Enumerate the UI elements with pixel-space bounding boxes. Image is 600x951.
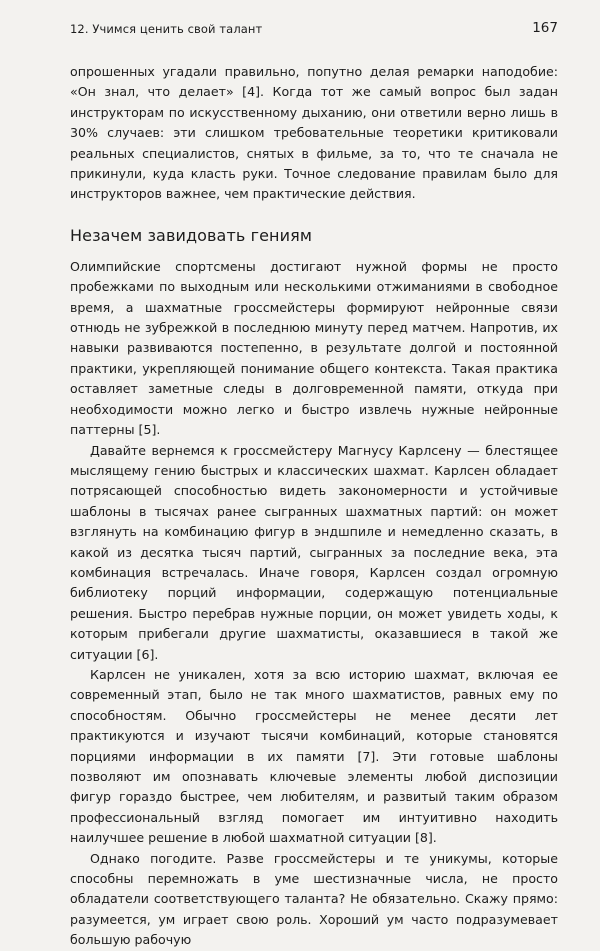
paragraph-talent-question: Однако погодите. Разве гроссмейстеры и те уникумы, которые способны перемножать в уме шестизначные числа, не просто обладатели соответствующего таланта? Не обязательно. Скажу прямо: разумеется, ум играет свою роль. Хороший ум часто подразумевает большую рабочую <box>70 850 558 948</box>
paragraph-grandmasters: Карлсен не уникален, хотя за всю историю шахмат, включая ее современный этап, было не так много шахматистов, равных ему по способностям. Обычно гроссмейстеры не менее десяти лет практикуются и изучают тысячи комбинаций, которые становятся порциями информации в их памяти [7]. Эти готовые шаблоны позволяют им опознавать ключевые элементы любой диспозиции фигур гораздо быстрее, чем любителям, и развитый таким образом профессиональный взгляд помогает им интуитивно находить наилучшее решение в любой шахматной ситуации [8]. <box>70 666 558 846</box>
chapter-title: 12. Учимся ценить свой талант <box>70 22 263 36</box>
section-heading: Незачем завидовать гениям <box>70 225 313 245</box>
page-number: 167 <box>532 20 558 36</box>
paragraph-carlsen: Давайте вернемся к гроссмейстеру Магнусу Карлсену — блестящее мыслящему гению быстрых и классических шахмат. Карлсен обладает потрясающей способностью видеть закономерности и устойчивые шаблоны в тысячах ранее сыгранных шахматных партий: он может взглянуть на комбинацию фигур в эндшпиле и немедленно сказать, в какой из десятка тысяч партий, сыгранных за последние века, эта комбинация встречалась. Иначе говоря, Карлсен создал огромную библиотеку порций информации, содержащую потенциальные решения. Быстро перебрав нужные порции, он может увидеть ходы, к которым прибегали другие шахматисты, оказавшиеся в такой же ситуации [6]. <box>70 442 558 662</box>
page-body <box>70 62 558 951</box>
paragraph-olympic-athletes: Олимпийские спортсмены достигают нужной формы не просто пробежками по выходным или несколькими отжиманиями в свободное время, а шахматные гроссмейстеры формируют нейронные связи отнюдь не зубрежкой в последнюю минуту перед матчем. Напротив, их навыки развиваются постепенно, в результате долгой и постоянной практики, укрепляющей понимание общего контекста. Такая практика оставляет заметные следы в долговременной памяти, откуда при необходимости можно легко и быстро извлечь нужные нейронные паттерны [5]. <box>70 258 558 438</box>
running-head <box>40 14 560 44</box>
paragraph-continued: опрошенных угадали правильно, попутно делая ремарки наподобие: «Он знал, что делает» [4]. Когда тот же самый вопрос был задан инструкторам по искусственному дыханию, они ответили верно лишь в 30% случаев: эти слишком требовательные теоретики критиковали реальных специалистов, снятых в фильме, за то, что те сначала не прикинули, куда класть руки. Точное следование правилам было для инструкторов важнее, чем практические действия. <box>70 64 558 202</box>
